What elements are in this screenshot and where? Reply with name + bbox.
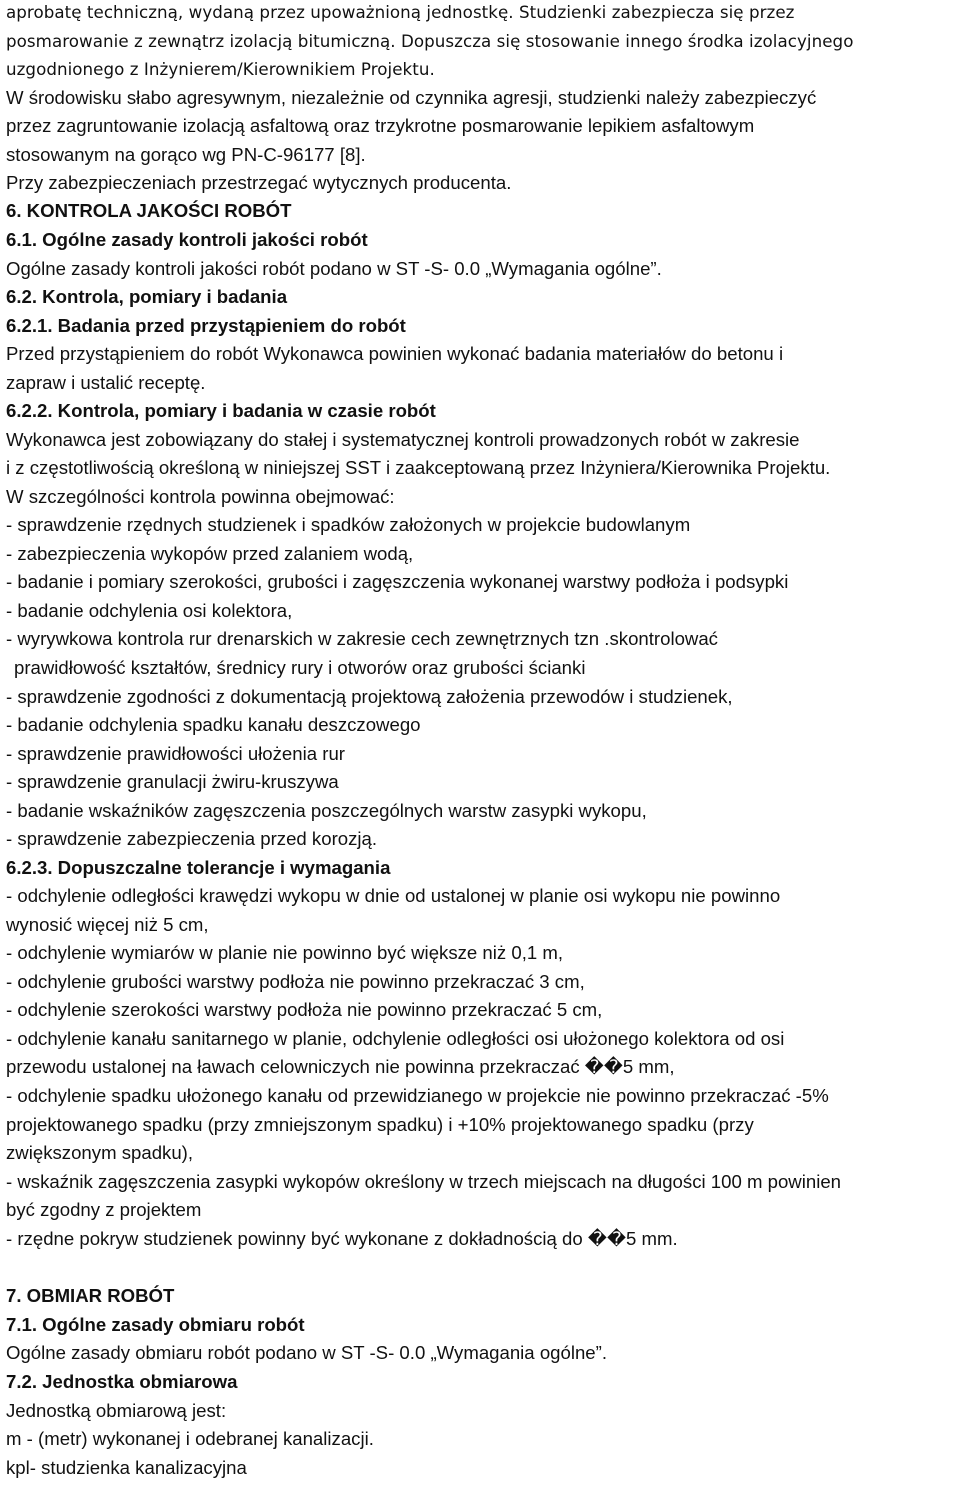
text-line: wynosić więcej niż 5 cm, (6, 914, 209, 935)
text-line: - zabezpieczenia wykopów przed zalaniem wodą, (6, 543, 414, 564)
text-line: - sprawdzenie zabezpieczenia przed korozją. (6, 828, 378, 849)
text-line: Jednostką obmiarową jest: (6, 1400, 227, 1421)
text-line: Ogólne zasady kontroli jakości robót podano w ST -S- 0.0 „Wymagania ogólne”. (6, 258, 662, 279)
text-line: przez zagruntowanie izolacją asfaltową oraz trzykrotne posmarowanie lepikiem asfaltowym (6, 115, 755, 136)
text-line: - odchylenie odległości krawędzi wykopu w dnie od ustalonej w planie osi wykopu nie powinno (6, 885, 781, 906)
text-line: stosowanym na gorąco wg PN-C-96177 [8]. (6, 144, 366, 165)
text-line: - wskaźnik zagęszczenia zasypki wykopów określony w trzech miejscach na długości 100 m powinien (6, 1171, 842, 1192)
section-heading: 7.2. Jednostka obmiarowa (6, 1371, 238, 1392)
text-line: przewodu ustalonej na ławach celowniczych nie powinna przekraczać ��5 mm, (6, 1056, 675, 1077)
text-line: - odchylenie szerokości warstwy podłoża nie powinno przekraczać 5 cm, (6, 999, 603, 1020)
text-line: - wyrywkowa kontrola rur drenarskich w zakresie cech zewnętrznych tzn .skontrolować (6, 628, 718, 649)
text-line: - badanie odchylenia osi kolektora, (6, 600, 293, 621)
text-line: zapraw i ustalić receptę. (6, 372, 206, 393)
text-line: - odchylenie kanału sanitarnego w planie, odchylenie odległości osi ułożonego kolektora od osi (6, 1028, 785, 1049)
text-line: być zgodny z projektem (6, 1199, 202, 1220)
text-line: - sprawdzenie rzędnych studzienek i spadków założonych w projekcie budowlanym (6, 514, 691, 535)
text-line: prawidłowość kształtów, średnicy rury i otworów oraz grubości ścianki (14, 657, 586, 678)
section-heading: 6. KONTROLA JAKOŚCI ROBÓT (6, 200, 292, 221)
section-heading: 7. OBMIAR ROBÓT (6, 1285, 175, 1306)
text-line: Przed przystąpieniem do robót Wykonawca powinien wykonać badania materiałów do betonu i (6, 343, 784, 364)
text-line: W szczególności kontrola powinna obejmować: (6, 486, 395, 507)
section-heading: 7.1. Ogólne zasady obmiaru robót (6, 1314, 305, 1335)
text-line: posmarowanie z zewnątrz izolacją bitumiczną. Dopuszcza się stosowanie innego środka izolacyjnego (6, 31, 854, 51)
section-heading: 6.2.2. Kontrola, pomiary i badania w czasie robót (6, 400, 436, 421)
text-line: - sprawdzenie zgodności z dokumentacją projektową założenia przewodów i studzienek, (6, 686, 733, 707)
text-line: i z częstotliwością określoną w niniejszej SST i zaakceptowaną przez Inżyniera/Kierownika Projektu. (6, 457, 831, 478)
text-line: W środowisku słabo agresywnym, niezależnie od czynnika agresji, studzienki należy zabezpieczyć (6, 87, 817, 108)
text-line: - rzędne pokryw studzienek powinny być wykonane z dokładnością do ��5 mm. (6, 1228, 678, 1249)
text-line: - badanie wskaźników zagęszczenia poszczególnych warstw zasypki wykopu, (6, 800, 647, 821)
text-line: projektowanego spadku (przy zmniejszonym spadku) i +10% projektowanego spadku (przy (6, 1114, 754, 1135)
text-line: aprobatę techniczną, wydaną przez upoważnioną jednostkę. Studzienki zabezpiecza się przez (6, 2, 795, 22)
section-heading: 6.2. Kontrola, pomiary i badania (6, 286, 288, 307)
text-line: m - (metr) wykonanej i odebranej kanalizacji. (6, 1428, 374, 1449)
section-heading: 6.2.1. Badania przed przystąpieniem do robót (6, 315, 406, 336)
text-line: Ogólne zasady obmiaru robót podano w ST -S- 0.0 „Wymagania ogólne”. (6, 1342, 608, 1363)
text-line: - sprawdzenie prawidłowości ułożenia rur (6, 743, 345, 764)
text-line: - badanie odchylenia spadku kanału deszczowego (6, 714, 421, 735)
text-line: Przy zabezpieczeniach przestrzegać wytycznych producenta. (6, 172, 512, 193)
section-heading: 6.1. Ogólne zasady kontroli jakości robót (6, 229, 368, 250)
section-heading: 6.2.3. Dopuszczalne tolerancje i wymagania (6, 857, 391, 878)
text-line: - odchylenie wymiarów w planie nie powinno być większe niż 0,1 m, (6, 942, 564, 963)
text-line: kpl- studzienka kanalizacyjna (6, 1457, 247, 1478)
text-line: Wykonawca jest zobowiązany do stałej i systematycznej kontroli prowadzonych robót w zakresie (6, 429, 800, 450)
text-line: - odchylenie grubości warstwy podłoża nie powinno przekraczać 3 cm, (6, 971, 585, 992)
text-line: - sprawdzenie granulacji żwiru-kruszywa (6, 771, 339, 792)
text-line: zwiększonym spadku), (6, 1142, 194, 1163)
text-line: uzgodnionego z Inżynierem/Kierownikiem Projektu. (6, 59, 435, 79)
text-line: - odchylenie spadku ułożonego kanału od przewidzianego w projekcie nie powinno przekraczać -5% (6, 1085, 829, 1106)
text-line: - badanie i pomiary szerokości, grubości i zagęszczenia wykonanej warstwy podłoża i podsypki (6, 571, 789, 592)
